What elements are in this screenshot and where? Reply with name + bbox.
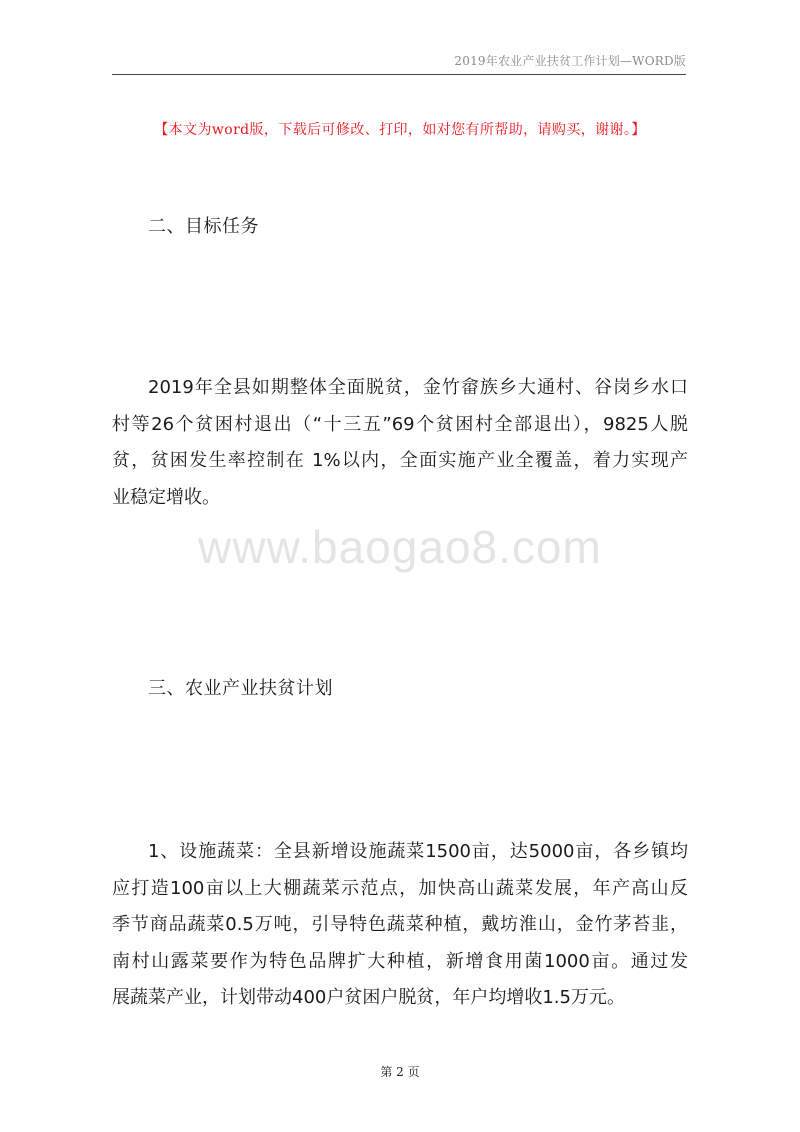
watermark: www.baogao8.com [198, 521, 602, 573]
vegetables-line-2: 应打造100亩以上大棚蔬菜示范点，加快高山蔬菜发展，年产高山反 [112, 877, 688, 899]
goals-line-2: 村等26个贫困村退出（“十三五”69个贫困村全部退出），9825人脱 [112, 413, 688, 435]
goals-line-3: 贫，贫困发生率控制在 1%以内，全面实施产业全覆盖，着力实现产 [112, 450, 688, 471]
vegetables-line-1: 1、设施蔬菜：全县新增设施蔬菜1500亩，达5000亩，各乡镇均 [148, 841, 688, 862]
purchase-notice: 【本文为word版，下载后可修改、打印，如对您有所帮助，请购买，谢谢。】 [154, 122, 646, 138]
header-divider [112, 74, 686, 75]
section-heading-goals: 二、目标任务 [148, 216, 259, 237]
vegetables-line-3: 季节商品蔬菜0.5万吨，引导特色蔬菜种植，戴坊淮山，金竹茅苔韭， [112, 914, 688, 935]
goals-line-1: 2019年全县如期整体全面脱贫，金竹畲族乡大通村、谷岗乡水口 [148, 377, 688, 398]
section-heading-plan: 三、农业产业扶贫计划 [148, 678, 333, 699]
goals-line-4: 业稳定增收。 [112, 486, 220, 508]
page-number: 第 2 页 [380, 1065, 420, 1079]
vegetables-line-4: 南村山露菜要作为特色品牌扩大种植，新增食用菌1000亩。通过发 [112, 950, 688, 972]
vegetables-paragraph [112, 834, 688, 1017]
vegetables-line-5: 展蔬菜产业，计划带动400户贫困户脱贫，年户均增收1.5万元。 [112, 987, 625, 1008]
running-header: 2019年农业产业扶贫工作计划—WORD版 [454, 54, 686, 68]
goals-paragraph [112, 370, 688, 516]
